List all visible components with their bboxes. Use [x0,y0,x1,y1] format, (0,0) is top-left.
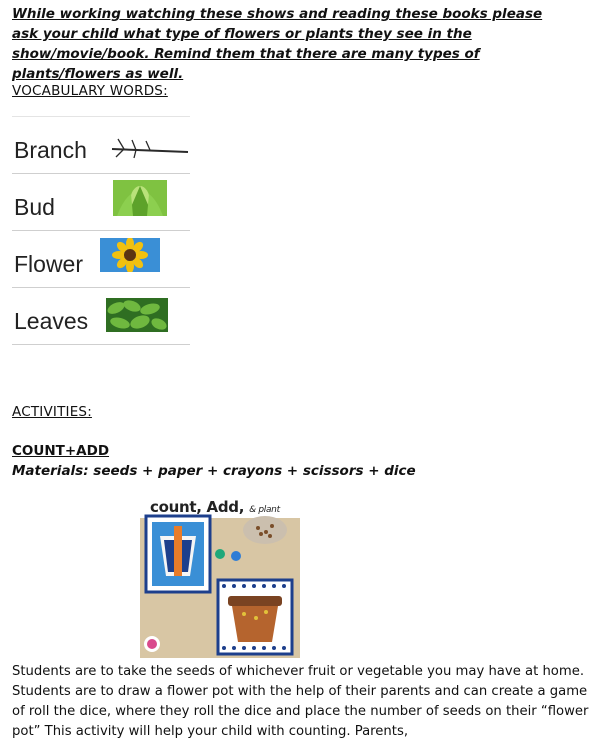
activity-illustration [140,496,300,658]
vocab-row-branch [12,117,190,174]
vocabulary-table [12,116,190,345]
image-title [150,498,280,516]
vocab-word: Bud [14,194,55,220]
image-subtitle-text: & plant [249,505,280,515]
vocab-word: Leaves [14,308,89,334]
sunflower-image [100,238,160,272]
activity-title: COUNT+ADD [12,443,110,459]
vocab-row-leaves [12,288,190,345]
image-title-text: count, Add, [150,498,245,516]
vocab-word: Branch [14,137,87,163]
vocabulary-heading: VOCABULARY WORDS: [12,83,168,99]
leaves-image [106,298,168,332]
activities-heading: ACTIVITIES: [12,404,92,420]
vocab-row-flower [12,231,190,288]
activity-description: Students are to take the seeds of whichever fruit or vegetable you may have at home. Students are to draw a flower pot with the help of their parents and can create a game of roll the dice, where they roll the dice and place the number of seeds on their “flower pot” This activity will help your child with counting. Parents, [12,664,589,739]
vocab-row-bud [12,174,190,231]
bud-image [113,180,167,216]
branch-image [110,135,190,161]
materials-list: Materials: seeds + paper + crayons + scissors + dice [12,463,416,479]
intro-paragraph: While working watching these shows and reading these books please ask your child what type of flowers or plants they see in the show/movie/book. Remind them that there are many types of plants/flowers as well. [12,6,543,82]
count-add-plant-image [140,496,300,658]
vocab-word: Flower [14,251,84,277]
